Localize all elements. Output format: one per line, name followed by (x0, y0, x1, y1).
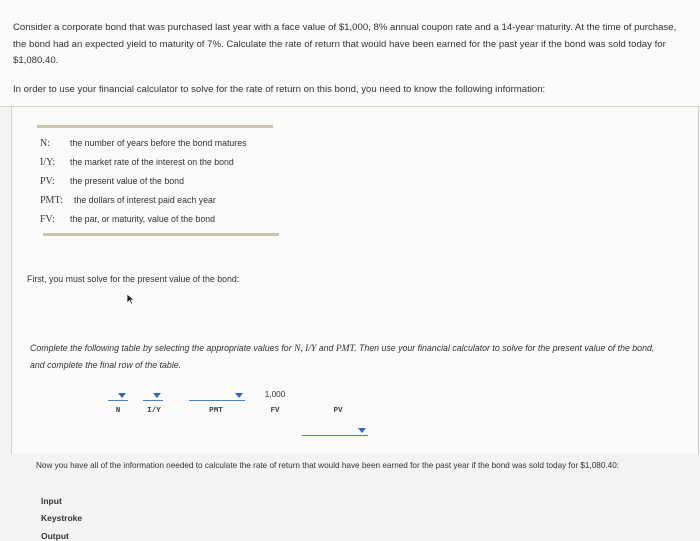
variable-row-n (40, 138, 247, 149)
variable-desc: the par, or maturity, value of the bond (70, 214, 216, 224)
variable-desc: the market rate of the interest on the bond (70, 157, 234, 167)
n-input-dropdown[interactable] (108, 390, 128, 401)
variable-key: I/Y: (40, 157, 56, 168)
chevron-down-icon (358, 428, 366, 433)
variable-key: FV: (40, 214, 55, 225)
question-instruction: In order to use your financial calculator to solve for the rate of return on this bond, you need to know the following information: (13, 83, 546, 95)
row-label-output: Output (41, 531, 69, 541)
variable-desc: the dollars of interest paid each year (74, 195, 216, 205)
variable-row-fv (40, 214, 215, 225)
variable-desc: the present value of the bond (70, 176, 184, 186)
variable-row-pv (40, 176, 184, 187)
variable-definitions (37, 125, 285, 245)
variable-row-iy (40, 157, 234, 168)
variable-key: PV: (40, 176, 55, 187)
variable-key: N: (40, 138, 50, 149)
chevron-down-icon (153, 393, 161, 398)
divider-bottom (43, 233, 279, 236)
pv-output-dropdown[interactable] (302, 425, 368, 436)
keystroke-fv: FV (270, 407, 280, 415)
iy-input-dropdown[interactable] (143, 390, 163, 401)
math-pmt: PMT. (335, 344, 357, 354)
divider-top (37, 125, 273, 128)
variable-key: PMT: (40, 195, 63, 206)
question-text: Consider a corporate bond that was purchased last year with a face value of $1,000, 8% annual coupon rate and a 14-year maturity. At the time of purchase, the bond had an expected yield to maturity of 7%. Calculate the rate of return that would have been earned for the past year if the bond was sold today for $1,080.40. (13, 22, 677, 66)
fv-input-value: 1,000 (264, 390, 286, 399)
keystroke-pmt: PMT (209, 407, 223, 415)
variable-row-pmt (40, 195, 216, 206)
next-step-text: Now you have all of the information needed to calculate the rate of return that would have been earned for the past year if the bond was sold today for $1,080.40: (36, 461, 620, 470)
mouse-cursor-icon (126, 293, 136, 305)
first-step-text: First, you must solve for the present value of the bond: (27, 274, 240, 284)
row-label-keystroke: Keystroke (41, 513, 83, 523)
math-n-iy: N, I/Y (294, 344, 317, 354)
question-panel (0, 0, 700, 107)
keystroke-pv: PV (333, 407, 343, 415)
chevron-down-icon (118, 393, 126, 398)
keystroke-iy: I/Y (147, 407, 161, 415)
table-instruction: Complete the following table by selecting the appropriate values for N, I/Y and PMT. Then use your financial calculator to solve for the present value of the bond, and complete the final row of the table. (30, 343, 655, 370)
row-label-input: Input (41, 496, 62, 506)
pmt-input-dropdown[interactable] (189, 390, 245, 401)
variable-desc: the number of years before the bond matures (70, 138, 247, 148)
chevron-down-icon (235, 393, 243, 398)
keystroke-n: N (115, 407, 121, 415)
